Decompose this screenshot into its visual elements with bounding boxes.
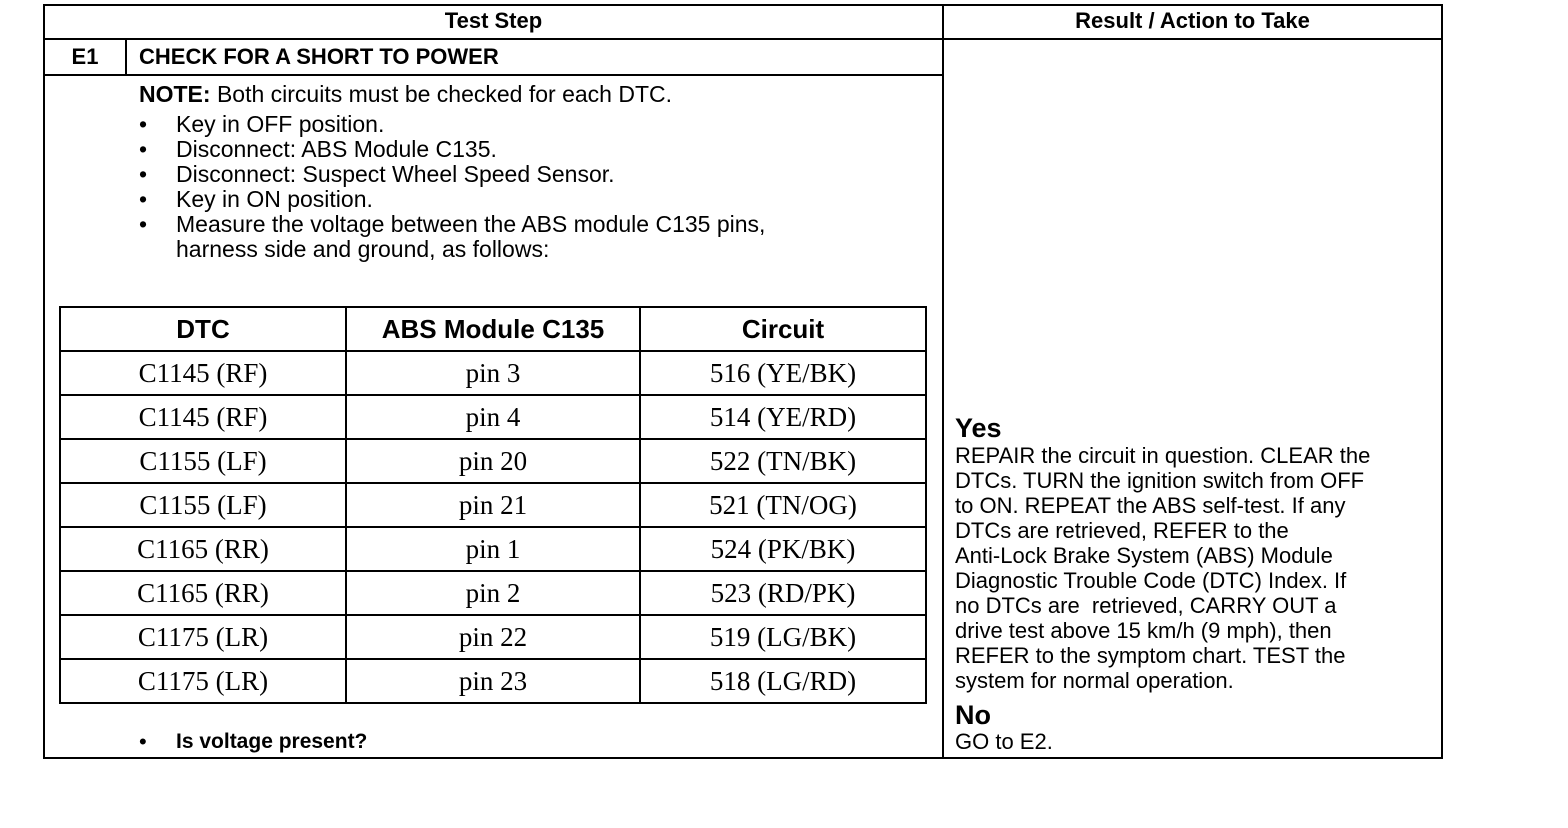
header-result-action: Result / Action to Take <box>1075 8 1310 33</box>
note-label: NOTE: <box>139 81 211 107</box>
pin-cell: pin 23 <box>346 659 640 703</box>
step-note <box>139 81 672 108</box>
bullet-icon: • <box>139 186 148 212</box>
column-dtc: DTC <box>60 307 346 351</box>
yes-action-line: drive test above 15 km/h (9 mph), then <box>955 618 1332 643</box>
no-label: No <box>955 700 991 730</box>
pin-cell: pin 20 <box>346 439 640 483</box>
yes-label: Yes <box>955 413 1002 443</box>
header-test-step: Test Step <box>444 8 543 33</box>
question-text: Is voltage present? <box>176 730 368 753</box>
circuit-cell: 518 (LG/RD) <box>640 659 926 703</box>
yes-action-line: to ON. REPEAT the ABS self-test. If any <box>955 493 1346 518</box>
circuit-cell: 522 (TN/BK) <box>640 439 926 483</box>
instruction-text: Key in ON position. <box>176 186 373 212</box>
bullet-icon: • <box>139 161 148 187</box>
pin-cell: pin 22 <box>346 615 640 659</box>
column-circuit: Circuit <box>640 307 926 351</box>
yes-action-line: REFER to the symptom chart. TEST the <box>955 643 1346 668</box>
table-row <box>60 615 926 659</box>
instruction-item <box>139 112 899 137</box>
bullet-icon: • <box>139 729 147 754</box>
column-divider <box>942 4 944 759</box>
no-action: GO to E2. <box>955 729 1053 754</box>
pin-cell: pin 3 <box>346 351 640 395</box>
dtc-cell: C1175 (LR) <box>60 659 346 703</box>
instruction-text: Measure the voltage between the ABS module C135 pins, <box>176 211 766 237</box>
pin-cell: pin 2 <box>346 571 640 615</box>
yes-action-line: Diagnostic Trouble Code (DTC) Index. If <box>955 568 1347 593</box>
dtc-cell: C1165 (RR) <box>60 571 346 615</box>
yes-action-line: DTCs are retrieved, REFER to the <box>955 518 1289 543</box>
pin-cell: pin 21 <box>346 483 640 527</box>
dtc-cell: C1155 (LF) <box>60 439 346 483</box>
circuit-cell: 521 (TN/OG) <box>640 483 926 527</box>
yes-action-line: REPAIR the circuit in question. CLEAR the <box>955 443 1371 468</box>
table-row <box>60 351 926 395</box>
question-item <box>139 729 899 754</box>
instruction-item <box>139 187 899 212</box>
bullet-icon: • <box>139 136 148 162</box>
step-title: CHECK FOR A SHORT TO POWER <box>139 44 499 69</box>
table-row <box>60 439 926 483</box>
circuit-cell: 516 (YE/BK) <box>640 351 926 395</box>
circuit-cell: 524 (PK/BK) <box>640 527 926 571</box>
step-id: E1 <box>71 44 99 69</box>
yes-action-line: DTCs. TURN the ignition switch from OFF <box>955 468 1365 493</box>
bullet-icon: • <box>139 211 148 237</box>
pin-cell: pin 4 <box>346 395 640 439</box>
dtc-cell: C1145 (RF) <box>60 351 346 395</box>
circuit-cell: 514 (YE/RD) <box>640 395 926 439</box>
instruction-text-continued: harness side and ground, as follows: <box>176 236 550 262</box>
table-row <box>60 659 926 703</box>
circuit-cell: 519 (LG/BK) <box>640 615 926 659</box>
dtc-cell: C1145 (RF) <box>60 395 346 439</box>
instruction-item <box>139 162 899 187</box>
step-title-divider <box>43 74 944 76</box>
pin-table <box>59 306 927 704</box>
instruction-item <box>139 137 899 162</box>
yes-action-line: no DTCs are retrieved, CARRY OUT a <box>955 593 1337 618</box>
dtc-cell: C1175 (LR) <box>60 615 346 659</box>
circuit-cell: 523 (RD/PK) <box>640 571 926 615</box>
instruction-item <box>139 212 899 262</box>
dtc-cell: C1155 (LF) <box>60 483 346 527</box>
instruction-text: Disconnect: ABS Module C135. <box>176 136 497 162</box>
table-row <box>60 571 926 615</box>
bullet-icon: • <box>139 111 148 137</box>
pin-cell: pin 1 <box>346 527 640 571</box>
instruction-text: Disconnect: Suspect Wheel Speed Sensor. <box>176 161 615 187</box>
header-divider <box>43 38 1443 40</box>
dtc-cell: C1165 (RR) <box>60 527 346 571</box>
pin-table-header <box>60 307 926 351</box>
table-row <box>60 483 926 527</box>
table-row <box>60 395 926 439</box>
table-row <box>60 527 926 571</box>
yes-action-line: Anti-Lock Brake System (ABS) Module <box>955 543 1333 568</box>
yes-action-line: system for normal operation. <box>955 668 1234 693</box>
instruction-text: Key in OFF position. <box>176 111 385 137</box>
column-abs-module: ABS Module C135 <box>346 307 640 351</box>
step-id-divider <box>125 38 127 75</box>
yes-action <box>955 443 1445 693</box>
note-text: Both circuits must be checked for each DTC. <box>210 81 673 107</box>
